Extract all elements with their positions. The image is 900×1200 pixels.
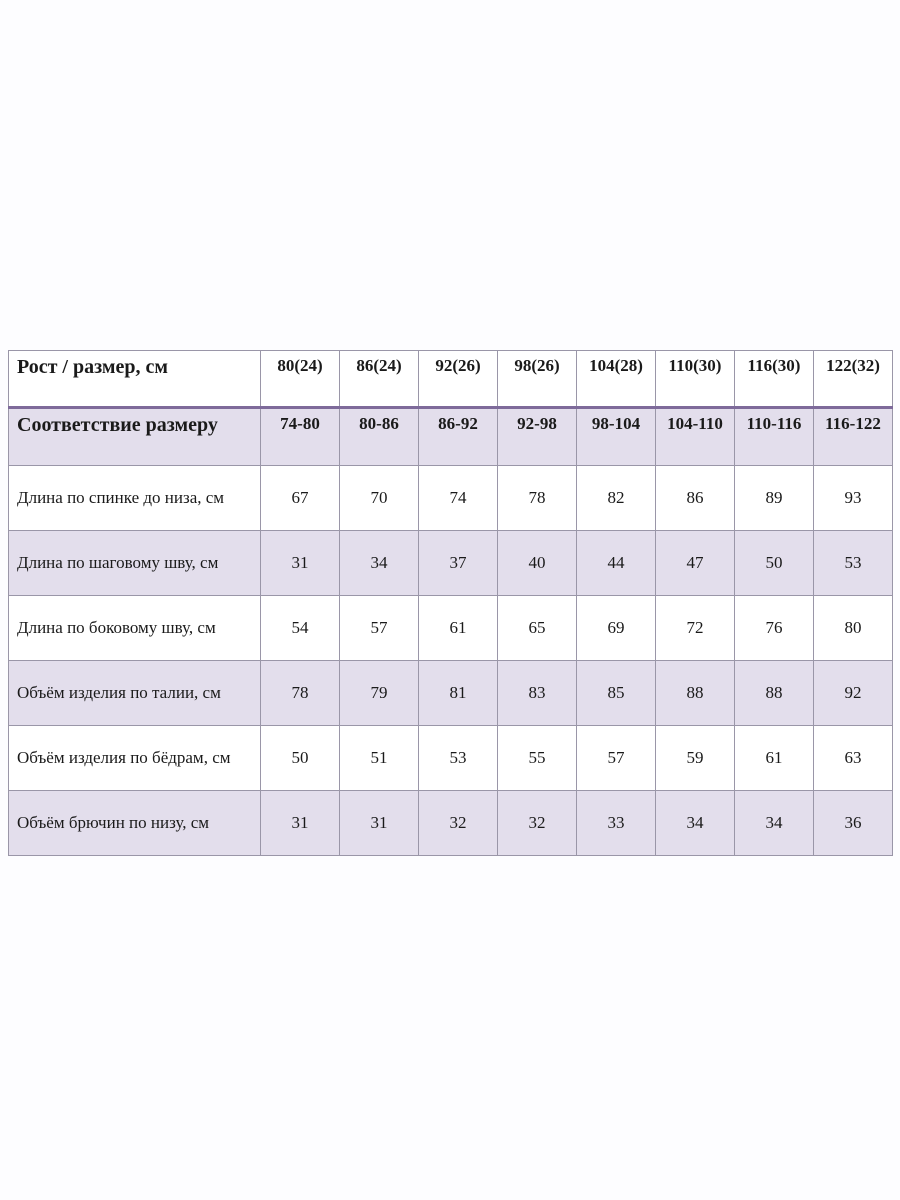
- row-label: Объём изделия по талии, см: [9, 661, 261, 726]
- correspondence-cell: 98-104: [577, 408, 656, 466]
- value-cell: 57: [577, 726, 656, 791]
- correspondence-label: Соответствие размеру: [9, 408, 261, 466]
- correspondence-cell: 116-122: [814, 408, 893, 466]
- header-label: Рост / размер, см: [9, 351, 261, 408]
- value-cell: 31: [261, 791, 340, 856]
- value-cell: 80: [814, 596, 893, 661]
- row-label: Длина по шаговому шву, см: [9, 531, 261, 596]
- value-cell: 69: [577, 596, 656, 661]
- value-cell: 83: [498, 661, 577, 726]
- size-header-cell: 92(26): [419, 351, 498, 408]
- row-label: Объём брючин по низу, см: [9, 791, 261, 856]
- value-cell: 32: [498, 791, 577, 856]
- value-cell: 92: [814, 661, 893, 726]
- value-cell: 51: [340, 726, 419, 791]
- size-header-cell: 80(24): [261, 351, 340, 408]
- size-header-cell: 104(28): [577, 351, 656, 408]
- value-cell: 34: [735, 791, 814, 856]
- value-cell: 89: [735, 466, 814, 531]
- correspondence-row: [9, 408, 893, 466]
- value-cell: 78: [498, 466, 577, 531]
- value-cell: 55: [498, 726, 577, 791]
- value-cell: 85: [577, 661, 656, 726]
- value-cell: 78: [261, 661, 340, 726]
- value-cell: 88: [656, 661, 735, 726]
- table-row: [9, 661, 893, 726]
- value-cell: 72: [656, 596, 735, 661]
- value-cell: 65: [498, 596, 577, 661]
- value-cell: 31: [340, 791, 419, 856]
- value-cell: 61: [419, 596, 498, 661]
- value-cell: 36: [814, 791, 893, 856]
- value-cell: 34: [656, 791, 735, 856]
- correspondence-cell: 80-86: [340, 408, 419, 466]
- value-cell: 50: [735, 531, 814, 596]
- value-cell: 54: [261, 596, 340, 661]
- value-cell: 47: [656, 531, 735, 596]
- value-cell: 63: [814, 726, 893, 791]
- value-cell: 88: [735, 661, 814, 726]
- value-cell: 93: [814, 466, 893, 531]
- size-header-cell: 122(32): [814, 351, 893, 408]
- value-cell: 50: [261, 726, 340, 791]
- value-cell: 31: [261, 531, 340, 596]
- value-cell: 44: [577, 531, 656, 596]
- size-header-cell: 116(30): [735, 351, 814, 408]
- correspondence-cell: 104-110: [656, 408, 735, 466]
- table-row: [9, 466, 893, 531]
- correspondence-cell: 74-80: [261, 408, 340, 466]
- size-chart-table: [8, 350, 893, 856]
- table-row: [9, 791, 893, 856]
- value-cell: 79: [340, 661, 419, 726]
- correspondence-cell: 92-98: [498, 408, 577, 466]
- value-cell: 61: [735, 726, 814, 791]
- row-label: Длина по спинке до низа, см: [9, 466, 261, 531]
- row-label: Длина по боковому шву, см: [9, 596, 261, 661]
- value-cell: 53: [814, 531, 893, 596]
- size-header-cell: 110(30): [656, 351, 735, 408]
- value-cell: 59: [656, 726, 735, 791]
- correspondence-cell: 86-92: [419, 408, 498, 466]
- value-cell: 86: [656, 466, 735, 531]
- value-cell: 74: [419, 466, 498, 531]
- table-row: [9, 596, 893, 661]
- size-header-cell: 86(24): [340, 351, 419, 408]
- value-cell: 40: [498, 531, 577, 596]
- value-cell: 76: [735, 596, 814, 661]
- value-cell: 53: [419, 726, 498, 791]
- value-cell: 70: [340, 466, 419, 531]
- value-cell: 33: [577, 791, 656, 856]
- header-row: [9, 351, 893, 408]
- table-row: [9, 531, 893, 596]
- size-header-cell: 98(26): [498, 351, 577, 408]
- correspondence-cell: 110-116: [735, 408, 814, 466]
- value-cell: 81: [419, 661, 498, 726]
- value-cell: 34: [340, 531, 419, 596]
- value-cell: 37: [419, 531, 498, 596]
- table-row: [9, 726, 893, 791]
- value-cell: 67: [261, 466, 340, 531]
- value-cell: 32: [419, 791, 498, 856]
- row-label: Объём изделия по бёдрам, см: [9, 726, 261, 791]
- value-cell: 57: [340, 596, 419, 661]
- value-cell: 82: [577, 466, 656, 531]
